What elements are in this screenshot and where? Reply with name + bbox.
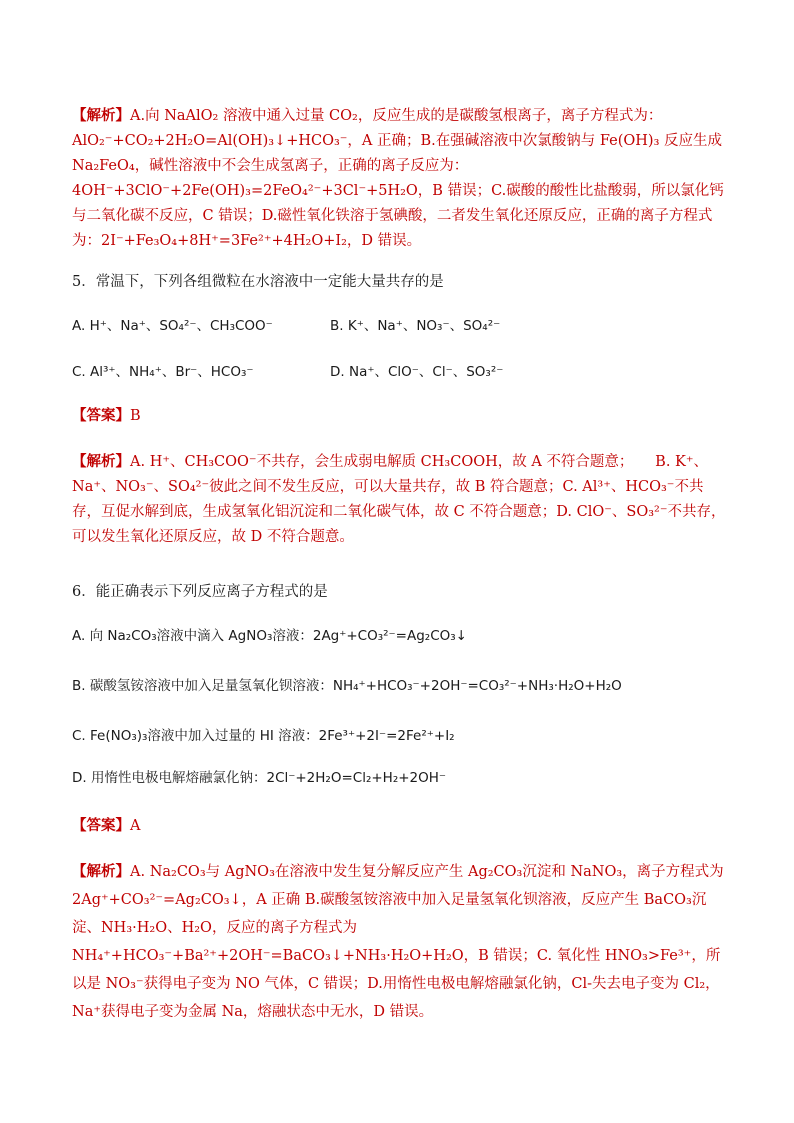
option-b: B. K⁺、Na⁺、NO₃⁻、SO₄²⁻ bbox=[330, 318, 501, 334]
analysis-tag: 【解析】 bbox=[72, 454, 130, 470]
option-c: C. Al³⁺、NH₄⁺、Br⁻、HCO₃⁻ bbox=[72, 364, 254, 380]
question-5-options-row2 bbox=[72, 362, 728, 382]
answer-value: B bbox=[130, 408, 141, 424]
answer-q5 bbox=[72, 404, 728, 428]
analysis-text: A. H⁺、CH₃COO⁻不共存，会生成弱电解质 CH₃COOH，故 A 不符合题意； B. K⁺、Na⁺、NO₃⁻、SO₄²⁻彼此之间不发生反应，可以大量共存，故 B 符合题意；C. Al³⁺、HCO₃⁻不共存，互促水解到底，生成氢氧化铝沉淀和二氧化碳气体，故 C 不符合题意；D. ClO⁻、SO₃²⁻不共存，可以发生氧化还原反应，故 D 不符合题意。 bbox=[72, 454, 726, 545]
question-6-option-b: B. 碳酸氢铵溶液中加入足量氢氧化钡溶液：NH₄⁺+HCO₃⁻+2OH⁻=CO₃²⁻+NH₃·H₂O+H₂O bbox=[72, 678, 622, 694]
question-6-option-a: A. 向 Na₂CO₃溶液中滴入 AgNO₃溶液：2Ag⁺+CO₃²⁻=Ag₂CO₃↓ bbox=[72, 628, 467, 644]
answer-value: A bbox=[130, 818, 141, 834]
answer-q6 bbox=[72, 814, 728, 838]
analysis-text: A. Na₂CO₃与 AgNO₃在溶液中发生复分解反应产生 Ag₂CO₃沉淀和 NaNO₃，离子方程式为 2Ag⁺+CO₃²⁻=Ag₂CO₃↓，A 正确 B.碳酸氢铵溶液中加入足量氢氧化钡溶液，反应产生 BaCO₃沉淀、NH₃·H₂O、H₂O，反应的离子方程式为 NH₄⁺+HCO₃⁻+Ba²⁺+2OH⁻=BaCO₃↓+NH₃·H₂O+H₂O，B 错误；C. 氧化性 HNO₃>Fe³⁺，所以是 NO₃⁻获得电子变为 NO 气体，C 错误；D.用惰性电极电解熔融氯化钠，Cl-失去电子变为 Cl₂，Na⁺获得电子变为金属 Na，熔融状态中无水，D 错误。 bbox=[72, 864, 724, 1020]
question-5-options-row1 bbox=[72, 316, 728, 336]
answer-tag: 【答案】 bbox=[72, 818, 130, 834]
analysis-text: A.向 NaAlO₂ 溶液中通入过量 CO₂，反应生成的是碳酸氢根离子，离子方程式为：AlO₂⁻+CO₂+2H₂O=Al(OH)₃↓+HCO₃⁻，A 正确；B.在强碱溶液中次氯酸钠与 Fe(OH)₃ 反应生成 Na₂FeO₄，碱性溶液中不会生成氢离子，正确的离子反应为：4OH⁻+3ClO⁻+2Fe(OH)₃=2FeO₄²⁻+3Cl⁻+5H₂O，B 错误；C.碳酸的酸性比盐酸弱，所以氯化钙与二氧化碳不反应，C 错误；D.磁性氧化铁溶于氢碘酸，二者发生氧化还原反应，正确的离子方程式为：2I⁻+Fe₃O₄+8H⁺=3Fe²⁺+4H₂O+I₂，D 错误。 bbox=[72, 108, 724, 249]
analysis-tag: 【解析】 bbox=[72, 108, 130, 124]
analysis-q5 bbox=[72, 450, 728, 550]
answer-tag: 【答案】 bbox=[72, 408, 130, 424]
option-d: D. Na⁺、ClO⁻、Cl⁻、SO₃²⁻ bbox=[330, 364, 504, 380]
option-a: A. H⁺、Na⁺、SO₄²⁻、CH₃COO⁻ bbox=[72, 318, 273, 334]
question-6-stem: 6．能正确表示下列反应离子方程式的是 bbox=[72, 584, 328, 600]
question-6-option-d: D. 用惰性电极电解熔融氯化钠：2Cl⁻+2H₂O=Cl₂+H₂+2OH⁻ bbox=[72, 770, 447, 786]
question-6-option-c: C. Fe(NO₃)₃溶液中加入过量的 HI 溶液：2Fe³⁺+2I⁻=2Fe²⁺+I₂ bbox=[72, 728, 455, 744]
question-5-stem: 5．常温下，下列各组微粒在水溶液中一定能大量共存的是 bbox=[72, 274, 444, 290]
analysis-tag: 【解析】 bbox=[72, 864, 130, 880]
analysis-q4 bbox=[72, 104, 728, 254]
analysis-q6 bbox=[72, 858, 728, 1026]
